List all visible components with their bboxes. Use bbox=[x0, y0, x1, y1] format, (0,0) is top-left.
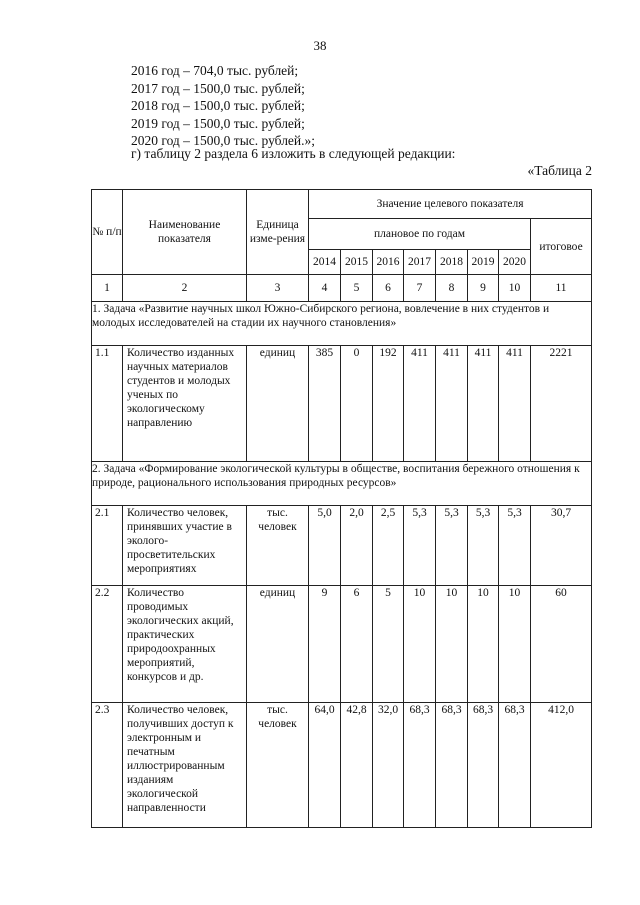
column-number: 1 bbox=[92, 275, 123, 302]
header-year: 2016 bbox=[373, 250, 404, 275]
row-value: 64,0 bbox=[309, 703, 341, 828]
row-num: 2.2 bbox=[92, 586, 123, 703]
column-number: 7 bbox=[404, 275, 436, 302]
row-value: 32,0 bbox=[373, 703, 404, 828]
budget-line: 2017 год – 1500,0 тыс. рублей; bbox=[131, 80, 305, 96]
row-value: 68,3 bbox=[468, 703, 499, 828]
row-name: Количество изданных научных материалов студентов и молодых ученых по экологическому направлению bbox=[123, 346, 247, 462]
row-num: 1.1 bbox=[92, 346, 123, 462]
header-unit: Единица изме-рения bbox=[247, 190, 309, 275]
row-value: 68,3 bbox=[499, 703, 531, 828]
row-name: Количество проводимых экологических акций, практических природоохранных мероприятий, конкурсов и др. bbox=[123, 586, 247, 703]
row-total: 2221 bbox=[531, 346, 592, 462]
table-row bbox=[92, 703, 592, 828]
page-number: 38 bbox=[313, 38, 327, 53]
row-unit: единиц bbox=[247, 586, 309, 703]
row-value: 5,3 bbox=[404, 506, 436, 586]
budget-line: 2016 год – 704,0 тыс. рублей; bbox=[131, 63, 299, 78]
header-year: 2015 bbox=[341, 250, 373, 275]
header-total: итоговое bbox=[531, 219, 592, 275]
row-value: 68,3 bbox=[436, 703, 468, 828]
table-row bbox=[92, 506, 592, 586]
column-number: 8 bbox=[436, 275, 468, 302]
row-unit: единиц bbox=[247, 346, 309, 462]
row-value: 411 bbox=[468, 346, 499, 462]
row-value: 10 bbox=[404, 586, 436, 703]
row-value: 5,0 bbox=[309, 506, 341, 586]
row-name: Количество человек, принявших участие в эколого-просветительских мероприятиях bbox=[123, 506, 247, 586]
column-number: 4 bbox=[309, 275, 341, 302]
row-value: 192 bbox=[373, 346, 404, 462]
header-value-group: Значение целевого показателя bbox=[309, 190, 592, 219]
header-year: 2017 bbox=[404, 250, 436, 275]
row-total: 412,0 bbox=[531, 703, 592, 828]
column-number-row bbox=[92, 275, 592, 302]
table-row bbox=[92, 586, 592, 703]
row-value: 5 bbox=[373, 586, 404, 703]
header-num: № п/п bbox=[92, 190, 123, 275]
row-value: 10 bbox=[499, 586, 531, 703]
row-value: 5,3 bbox=[499, 506, 531, 586]
row-total: 60 bbox=[531, 586, 592, 703]
row-value: 2,5 bbox=[373, 506, 404, 586]
row-unit: тыс. человек bbox=[247, 703, 309, 828]
budget-list bbox=[131, 62, 315, 150]
row-unit: тыс. человек bbox=[247, 506, 309, 586]
header-year: 2019 bbox=[468, 250, 499, 275]
row-value: 2,0 bbox=[341, 506, 373, 586]
section-row bbox=[92, 302, 592, 346]
row-value: 385 bbox=[309, 346, 341, 462]
budget-line: 2018 год – 1500,0 тыс. рублей; bbox=[131, 98, 305, 114]
row-total: 30,7 bbox=[531, 506, 592, 586]
section-title: 1. Задача «Развитие научных школ Южно-Сибирского региона, вовлечение в них студентов и молодых исследователей на стадии их научного становления» bbox=[92, 302, 592, 346]
section-row bbox=[92, 462, 592, 506]
section-title: 2. Задача «Формирование экологической культуры в обществе, воспитания бережного отношения к природе, рационального использования природных ресурсов» bbox=[92, 462, 592, 506]
row-value: 42,8 bbox=[341, 703, 373, 828]
row-value: 411 bbox=[499, 346, 531, 462]
row-value: 5,3 bbox=[436, 506, 468, 586]
row-num: 2.3 bbox=[92, 703, 123, 828]
budget-line: 2020 год – 1500,0 тыс. рублей.»; bbox=[131, 133, 316, 149]
indicators-table bbox=[91, 189, 592, 828]
header-year: 2020 bbox=[499, 250, 531, 275]
column-number: 6 bbox=[373, 275, 404, 302]
row-name: Количество человек, получивших доступ к электронным и печатным иллюстрированным изданиям экологической направленности bbox=[123, 703, 247, 828]
table-caption: «Таблица 2 bbox=[527, 163, 592, 178]
column-number: 10 bbox=[499, 275, 531, 302]
column-number: 3 bbox=[247, 275, 309, 302]
row-value: 0 bbox=[341, 346, 373, 462]
row-num: 2.1 bbox=[92, 506, 123, 586]
row-value: 411 bbox=[404, 346, 436, 462]
row-value: 5,3 bbox=[468, 506, 499, 586]
column-number: 2 bbox=[123, 275, 247, 302]
header-planned: плановое по годам bbox=[309, 219, 531, 250]
row-value: 10 bbox=[468, 586, 499, 703]
row-value: 6 bbox=[341, 586, 373, 703]
row-value: 10 bbox=[436, 586, 468, 703]
header-name: Наименование показателя bbox=[123, 190, 247, 275]
header-year: 2014 bbox=[309, 250, 341, 275]
column-number: 5 bbox=[341, 275, 373, 302]
row-value: 68,3 bbox=[404, 703, 436, 828]
column-number: 11 bbox=[531, 275, 592, 302]
table-row bbox=[92, 346, 592, 462]
column-number: 9 bbox=[468, 275, 499, 302]
budget-line: 2019 год – 1500,0 тыс. рублей; bbox=[131, 115, 305, 131]
header-year: 2018 bbox=[436, 250, 468, 275]
instruction-text: г) таблицу 2 раздела 6 изложить в следующей редакции: bbox=[131, 146, 456, 161]
row-value: 9 bbox=[309, 586, 341, 703]
row-value: 411 bbox=[436, 346, 468, 462]
